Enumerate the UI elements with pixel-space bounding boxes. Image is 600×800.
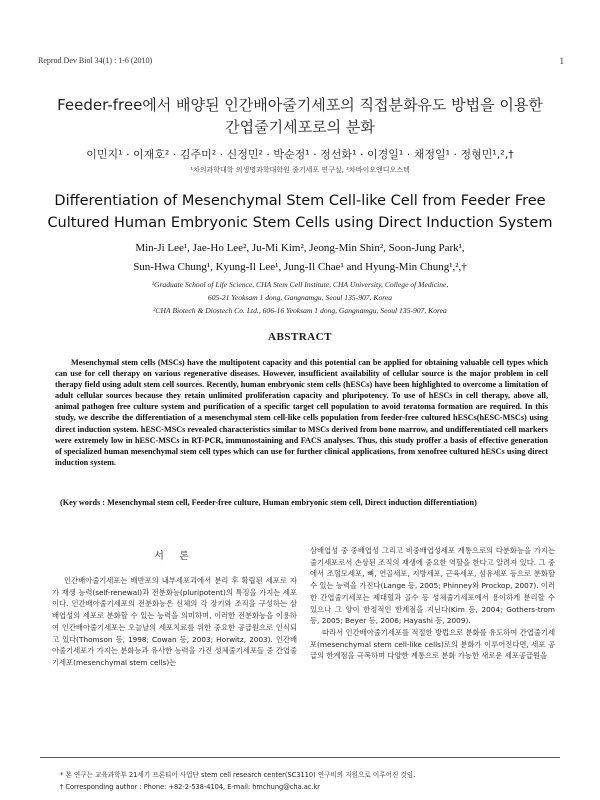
english-affiliations [60,278,540,317]
english-title-line-1: Differentiation of Mesenchymal Stem Cell-like Cell from Feeder Free [54,193,546,209]
journal-citation: Reprod Dev Biol 34(1) : 1-6 (2010) [38,56,153,65]
affiliation-line-3: ²CHA Biotech & Diostech Co. Ltd., 606-16 Yeoksam 1 dong, Gangnamgu, Seoul 135-907, Korea [153,306,447,315]
body-column-right [310,545,555,662]
abstract-heading: ABSTRACT [268,331,332,343]
english-authors-line-2: Sun-Hwa Chung¹, Kyung-Il Lee¹, Jung-Il Chae¹ and Hyung-Min Chung¹,²,† [133,261,467,273]
intro-paragraph-2: 삼배엽성 중 중배엽성 그리고 비중배엽성세포 계통으로의 다분화능을 가지는 줄기세포로서 손상된 조직의 재생에 중요한 역할을 한다고 알려져 있다. 그 중에서 조혈모세포, 뼈, 연골세포, 지방세포, 근육세포, 섬유세포 등으로 분화할 수 있는 능력을 가진다(Lange 등, 2005; Phinney와 Prockop, 2007). 이러한 간엽줄기세포는 제대혈과 골수 등 성체줄기세포에서 용이하게 분리할 수 있으나 그 양이 한정적인 한계점을 지닌다(Kim 등, 2004; Gothers-trom 등, 2005; Beyer 등, 2006; Hayashi 등, 2009). [310,546,555,626]
affiliation-line-2: 605-21 Yeoksam 1 dong, Gangnamgu, Seoul 135-907, Korea [207,293,393,302]
english-authors-line-1: Min-Ji Lee¹, Jae-Ho Lee², Ju-Mi Kim², Jeong-Min Shin², Soon-Jung Park¹, [135,242,465,254]
keywords [60,497,548,508]
section-heading-introduction: 서 론 [154,551,195,562]
affiliation-line-1: ¹Graduate School of Life Science, CHA Stem Cell Institute, CHA University, College of Medicine, [151,280,449,289]
korean-affiliations: ¹차의과학대학 의생명과학대학원 줄기세포 연구실, ²차바이오앤디오스텍 [190,166,410,174]
english-authors [60,239,540,277]
korean-title [40,94,560,138]
body-column-left [52,575,297,669]
footnote-divider [40,757,560,758]
korean-authors: 이민지¹ · 이재호² · 김주미² · 신정민² · 박순정¹ · 정선화¹ · 이경일¹ · 채정일¹ · 정형민¹,²,† [86,148,514,161]
korean-title-line-1: Feeder-free에서 배양된 인간배아줄기세포의 직접분화유도 방법을 이용한 [57,96,543,114]
abstract-text: Mesenchymal stem cells (MSCs) have the multipotent capacity and this potential can be applied for obtaining valuable cell types which can use for cell therapy on various regenerative diseases. However, insufficient availability of cellular source is the major problem in cell therapy field using adult stem cell sources. Recently, human embryonic stem cells (hESCs) have been highlighted to overcome a limitation of adult cellular sources because they retain unlimited proliferation capacity and pluripotency. To use of hESCs in cell therapy, above all, animal pathogen free culture system and purification of a specific target cell population to avoid teratoma formation are required. In this study, we describe the differentiation of a mesenchymal stem cell-like cells population from feeder-free cultured hESCs(hESC-MSCs) using direct induction system. hESC-MSCs revealed characteristics similar to MSCs derived from bone marrow, and undifferentiated cell markers were extremely low in hESC-MSCs in RT-PCR, immunostaining and FACS analyses. Thus, this study proffer a basis of effective generation of specialized human mesenchymal stem cell types which can use for further clinical applications, from xenofree cultured hESCs using direct induction system. [55,358,548,467]
korean-title-line-2: 간엽줄기세포로의 분화 [225,118,375,136]
running-head [38,56,564,65]
funding-footnote: * 본 연구는 교육과학부 21세기 프론티어 사업단 stem cell research center(SC3110) 연구비의 지원으로 이루어진 것임. [60,771,416,779]
english-title-line-2: Cultured Human Embryonic Stem Cells using Direct Induction System [47,215,553,231]
page-number: 1 [559,56,564,66]
english-title [30,190,570,234]
keywords-list: Mesenchymal stem cell, Feeder-free culture, Human embryonic stem cell, Direct induction differentiation) [107,498,477,507]
intro-paragraph-3: 따라서 인간배아줄기세포를 적절한 방법으로 분화를 유도하여 간엽줄기세포(mesenchymal stem cell-like cells)로의 분화가 이루어진다면, 세포 공급의 한계점을 극복하며 다양한 계통으로 분화 가능한 새로운 세포공급원을 [310,627,555,661]
intro-paragraph-1: 인간배아줄기세포는 배반포의 내부세포괴에서 분리 후 확립된 세포로 자가 재생 능력(self-renewal)과 전분화능(pluripotent)의 특징을 가지는 세포이다. 인간배아줄기세포의 전분화능은 신체의 각 장기와 조직을 구성하는 삼배엽성의 세포로 분화할 수 있는 능력을 의미하며, 이러한 전분화능을 이용하여 인간배아줄기세포는 오늘날의 세포치료를 위한 중요한 공급원으로 인식되고 있다(Thomson 등, 1998; Cowan 등, 2003; Horwitz, 2003). 인간배아줄기세포가 가지는 분화능과 유사한 능력을 가진 성체줄기세포들 중 간엽줄기세포(mesenchymal stem cells)는 [52,576,297,667]
corresponding-author-footnote: † Corresponding author : Phone: +82-2-538-4104, E-mail: hmchung@cha.ac.kr [60,783,321,791]
keywords-label: (Key words : [60,498,106,507]
